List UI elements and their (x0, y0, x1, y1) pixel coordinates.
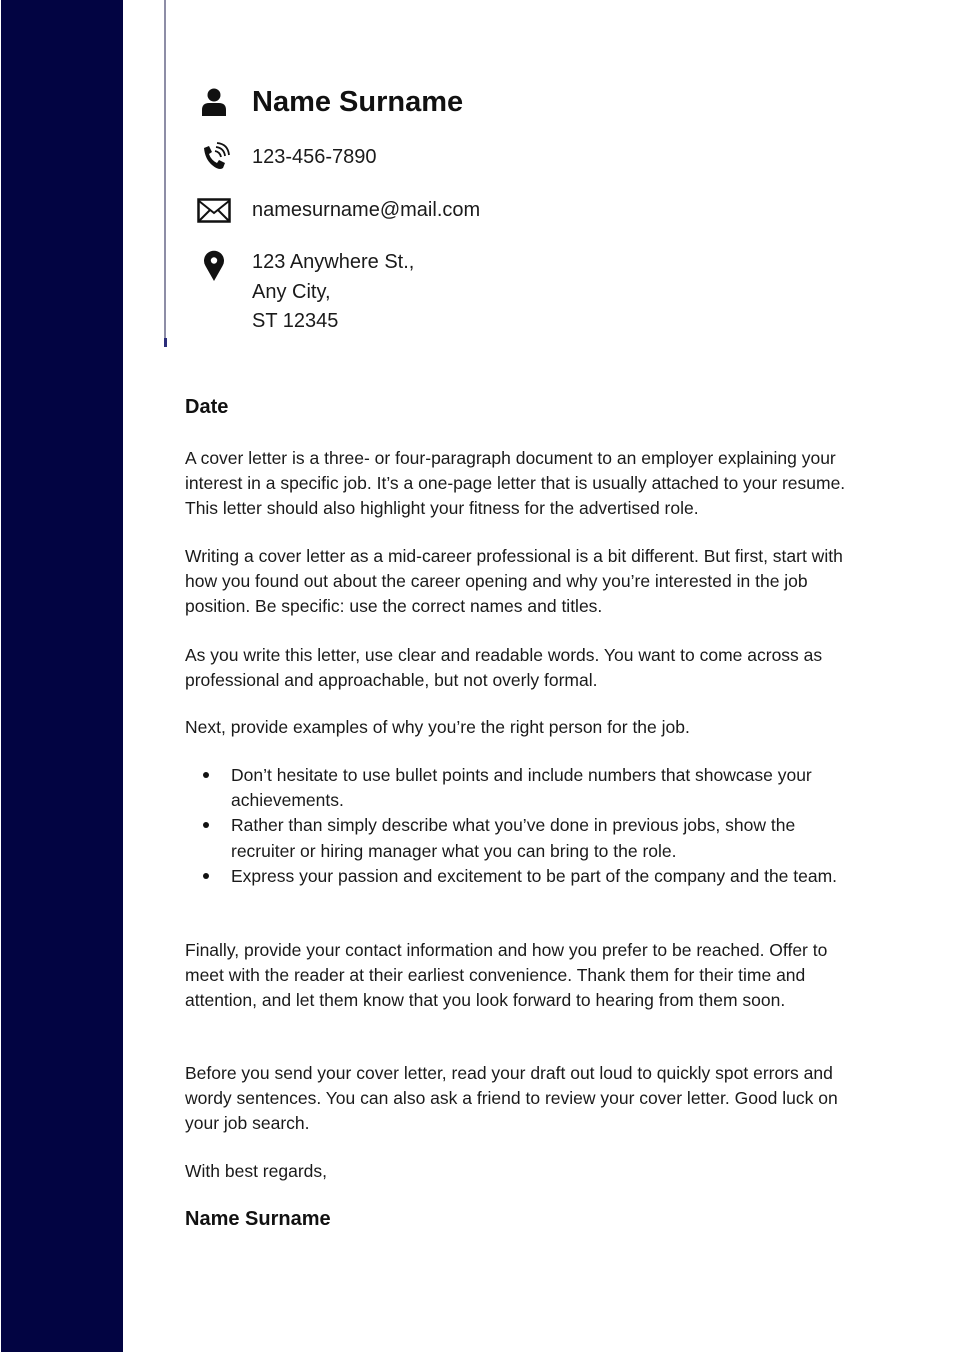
closing-paragraph-1: Finally, provide your contact information and how you prefer to be reached. Offer to meet with the reader at their earliest convenience. Thank them for their time and attention, and let them know that you look forward to hearing from them soon. (185, 940, 828, 1011)
contact-email-row (196, 193, 481, 229)
signature-name: Name Surname (185, 1208, 331, 1230)
person-icon (196, 84, 232, 120)
address-line-2: Any City, (252, 280, 331, 303)
envelope-icon (196, 193, 232, 229)
bullet-dot-icon (203, 822, 209, 828)
header-name: Name Surname (252, 86, 464, 118)
header-phone[interactable]: 123-456-7890 (252, 146, 377, 168)
closing-paragraph-2: Before you send your cover letter, read your draft out loud to quickly spot errors and wordy sentences. You can also ask a friend to review your cover letter. Good luck on your job search. (185, 1063, 838, 1134)
contact-phone-row (196, 140, 377, 176)
header-email[interactable]: namesurname@mail.com (252, 199, 481, 221)
header-divider-end (164, 338, 167, 347)
paragraph-3: As you write this letter, use clear and readable words. You want to come across as professional and approachable, but not overly formal. (185, 645, 823, 691)
paragraph-1: A cover letter is a three- or four-paragraph document to an employer explaining your interest in a specific job. It’s a one-page letter that is usually attached to your resume. This letter should also highlight your fitness for the advertised role. (185, 448, 846, 519)
contact-address-row (196, 248, 415, 332)
paragraph-4: Next, provide examples of why you’re the right person for the job. (185, 717, 690, 737)
signoff: With best regards, (185, 1161, 327, 1181)
sidebar-accent-bar (1, 0, 123, 1352)
bullet-item (185, 813, 850, 863)
bullet-item (185, 864, 850, 889)
location-pin-icon (196, 248, 232, 284)
bullet-text: Don’t hesitate to use bullet points and include numbers that showcase your achievements. (231, 765, 812, 811)
bullet-dot-icon (203, 772, 209, 778)
address-line-3: ST 12345 (252, 310, 339, 332)
letter-date: Date (185, 396, 229, 418)
phone-icon (196, 140, 232, 176)
bullet-item (185, 763, 850, 813)
bullet-text: Rather than simply describe what you’ve done in previous jobs, show the recruiter or hiring manager what you can bring to the role. (231, 815, 796, 861)
bullet-text: Express your passion and excitement to be part of the company and the team. (231, 865, 838, 886)
bullet-dot-icon (203, 873, 209, 879)
header-address (252, 248, 414, 337)
paragraph-2: Writing a cover letter as a mid-career professional is a bit different. But first, start with how you found out about the career opening and why you’re interested in the job position. Be specific: use the correct names and titles. (185, 546, 843, 617)
contact-name-row (196, 84, 464, 120)
address-line-1: 123 Anywhere St., (252, 251, 415, 273)
bullet-list (185, 763, 850, 889)
header-divider-line (164, 0, 166, 344)
